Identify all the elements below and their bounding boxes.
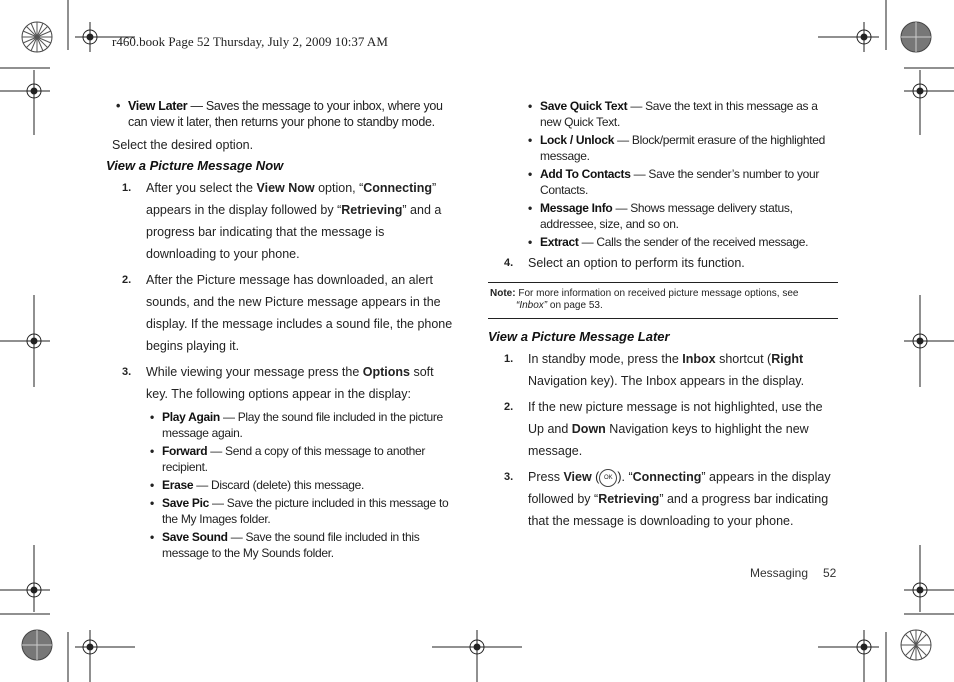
footer-section: Messaging	[750, 566, 809, 580]
step-item: 3. Press View ( OK ). “Connecting” appears in the display followed by “Retrieving” and a progress bar indicating that the message is downloading to your phone.	[504, 470, 831, 528]
options-list-left	[150, 409, 456, 561]
option-view-later: • View Later — Saves the message to your inbox, where you can view it later, then returns your phone to standby mode.	[116, 98, 456, 130]
step-item: 3. While viewing your message press the Options soft key. The following options appear in the display:	[122, 365, 434, 401]
list-item: • Save Quick Text — Save the text in this message as a new Quick Text.	[528, 98, 838, 130]
step-item: 2. After the Picture message has downloaded, an alert sounds, and the new Picture message appears in the display. If the message includes a sound file, the phone begins playing it.	[122, 273, 453, 353]
list-item: • Extract — Calls the sender of the received message.	[528, 234, 838, 250]
list-item: • Add To Contacts — Save the sender’s number to your Contacts.	[528, 166, 838, 198]
step-item: 2. If the new picture message is not highlighted, use the Up and Down Navigation keys to highlight the new message.	[504, 400, 823, 458]
step-item: 4. Select an option to perform its function.	[504, 256, 745, 270]
list-item: • Message Info — Shows message delivery status, addressee, size, and so on.	[528, 200, 838, 232]
print-slug-header: r460.book Page 52 Thursday, July 2, 2009 10:37 AM	[112, 34, 388, 49]
list-item: • Forward — Send a copy of this message to another recipient.	[150, 443, 456, 475]
section-title-view-now: View a Picture Message Now	[106, 158, 284, 173]
list-item: • Save Pic — Save the picture included in this message to the My Images folder.	[150, 495, 456, 527]
note-box: Note: For more information on received picture message options, see “Inbox” on page 53.	[488, 282, 838, 319]
page-number: 52	[823, 566, 837, 580]
step-item: 1. In standby mode, press the Inbox shortcut (Right Navigation key). The Inbox appears in the display.	[504, 352, 805, 388]
steps-view-later	[488, 348, 838, 532]
select-instruction: Select the desired option.	[112, 138, 254, 152]
ok-key-icon: OK	[599, 469, 617, 487]
right-column	[488, 98, 838, 536]
list-item: • Lock / Unlock — Block/permit erasure of the highlighted message.	[528, 132, 838, 164]
list-item: • Erase — Discard (delete) this message.	[150, 477, 456, 493]
options-list-right	[528, 98, 838, 250]
list-item: • Play Again — Play the sound file included in the picture message again.	[150, 409, 456, 441]
list-item: • Save Sound — Save the sound file included in this message to the My Sounds folder.	[150, 529, 456, 561]
steps-view-now	[106, 177, 456, 405]
section-title-view-later: View a Picture Message Later	[488, 329, 670, 344]
step-item: 1. After you select the View Now option, “Connecting” appears in the display followed by “Retrieving” and a progress bar indicating that the message is downloading to your phone.	[122, 181, 442, 261]
left-column	[106, 98, 456, 563]
